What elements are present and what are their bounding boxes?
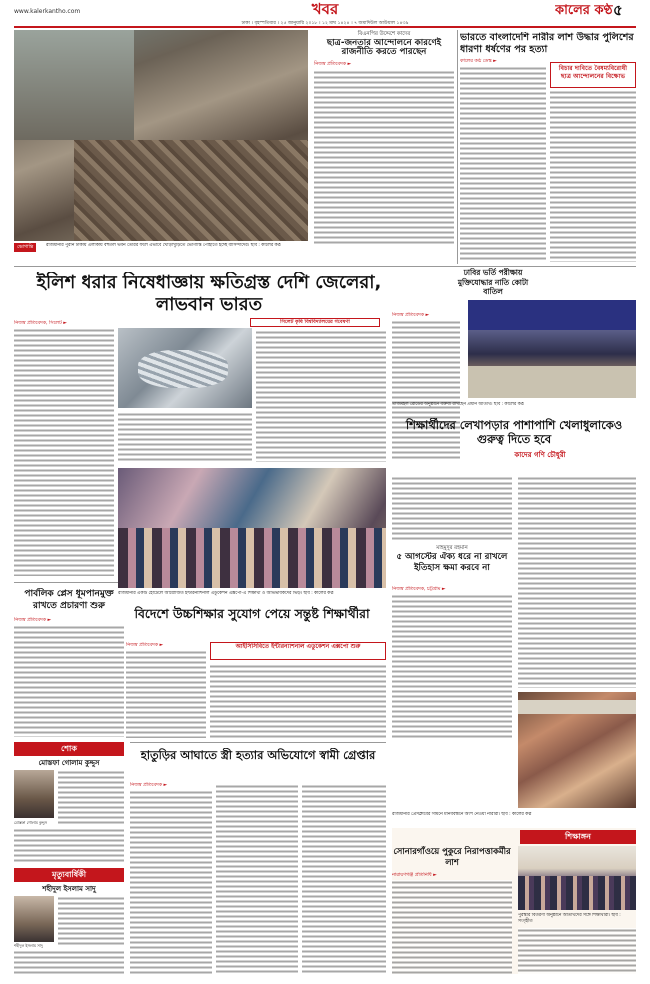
anniversary-photo-caption: শহীদুল ইসলাম সাদু <box>14 943 43 948</box>
shikkhangon-section: শিক্ষাঙ্গন <box>520 830 636 844</box>
hilsa-body-1 <box>14 328 114 576</box>
hilsa-photo <box>118 328 252 408</box>
anniversary-body-2 <box>14 950 124 974</box>
students-body <box>314 70 454 246</box>
rally-caption: রাজধানীর প্রেসক্লাবের সামনে মানববন্ধনে অংশ নেওয়া নারীরা। ছবি : কালের কণ্ঠ <box>392 812 532 817</box>
teachers-body-2 <box>518 476 636 688</box>
shikkhangon-body <box>518 928 636 974</box>
website-url[interactable]: www.kalerkantho.com <box>14 8 81 15</box>
abroad-tag-text: আইসিসিবিতে ইন্টারন্যাশনাল এডুকেশন এক্সপো শুরু <box>235 643 361 650</box>
abroad-byline: নিজস্ব প্রতিবেদক ► <box>126 643 164 648</box>
august-headline: ৫ আগস্টের ঐক্য ধরে না রাখলে ইতিহাস ক্ষমা করবে না <box>396 552 508 573</box>
obit-body-2 <box>14 828 124 864</box>
abroad-crowd <box>118 528 386 588</box>
teachers-subhead: কাদের গণি চৌধুরী <box>514 451 566 459</box>
teachers-photo-caption: তাজমহল রোডের অনুষ্ঠানে বক্তব্য রাখছেন প্রধান অতিথি। ছবি : কালের কণ্ঠ <box>392 402 524 407</box>
press-body <box>14 625 124 737</box>
obit-name: মোস্তফা গোলাম কুদ্দুস <box>38 759 100 767</box>
obit-photo <box>14 770 54 818</box>
rally-photo <box>518 692 636 808</box>
abroad-tag <box>210 642 386 660</box>
august-byline: নিজস্ব প্রতিবেদক, চট্টগ্রাম ► <box>392 587 446 592</box>
masthead <box>0 0 650 26</box>
hilsa-byline: নিজস্ব প্রতিবেদক, সিলেট ► <box>14 321 67 326</box>
anniversary-name: শহীদুল ইসলাম সাদু <box>42 885 96 893</box>
hammer-body-3 <box>302 784 386 974</box>
students-headline: ছাত্র-জনতার আন্দোলনে কারণেই রাজনীতি করতে পারছেন <box>326 38 442 58</box>
press-byline: নিজস্ব প্রতিবেদক ► <box>14 618 52 623</box>
abroad-headline: বিদেশে উচ্চশিক্ষার সুযোগ পেয়ে সন্তুষ্ট শিক্ষার্থীরা <box>134 606 370 621</box>
press-rule <box>14 582 124 583</box>
sonargaon-headline: সোনারগাঁওয়ে পুকুরে নিরাপত্তাকর্মীর লাশ <box>393 846 511 867</box>
sonargaon-byline: নারায়ণগঞ্জ প্রতিনিধি ► <box>392 873 437 878</box>
august-body <box>392 594 512 738</box>
hilsa-fish <box>138 350 228 388</box>
hilsa-body-3 <box>256 330 386 462</box>
hammer-body-1 <box>130 790 212 974</box>
india-byline: কালের কণ্ঠ ডেস্ক ► <box>460 59 497 64</box>
teachers-banner <box>468 300 636 330</box>
page-number: ৫ <box>613 1 623 19</box>
dateline: ঢাকা । বৃহস্পতিবার । ২৫ জানুয়ারি ২০১৮ । ১২ মাঘ ১৪২৪ । ৭ জমাদিউল আউয়াল ১৪৩৯ <box>241 21 409 26</box>
top-photo <box>14 30 308 241</box>
anniversary-body-1 <box>58 896 124 946</box>
abroad-body-2 <box>210 664 386 738</box>
teachers-body-1 <box>392 476 512 540</box>
dhabi-byline: নিজস্ব প্রতিবেদক ► <box>392 313 430 318</box>
abroad-photo <box>118 468 386 588</box>
obit-photo-caption: মোস্তফা গোলাম কুদ্দুস <box>14 820 47 825</box>
hammer-body-2 <box>216 784 298 974</box>
hilsa-body-2 <box>118 412 252 462</box>
hammer-byline: নিজস্ব প্রতিবেদক ► <box>130 783 168 788</box>
sonargaon-body <box>392 880 512 974</box>
paper-name: কালের কণ্ঠ <box>555 3 613 18</box>
masthead-rule <box>14 26 636 28</box>
abroad-body-1 <box>126 650 206 738</box>
photo-building <box>14 30 134 140</box>
section-title: খবর <box>311 0 339 18</box>
shikkhangon-caption: পুরস্কার বিতরণী অনুষ্ঠানে অতিথিদের সঙ্গে শিক্ষার্থীরা। ছবি : সংগৃহীত <box>518 913 621 924</box>
hilsa-headline: ইলিশ ধরার নিষেধাজ্ঞায় ক্ষতিগ্রস্ত দেশি জেলেরা, লাভবান ভারত <box>36 272 382 315</box>
hilsa-tag <box>250 318 380 327</box>
bicher-headline: বিচার দাবিতে বৈষম্যবিরোধী ছাত্র আন্দোলনের বিক্ষোভ <box>558 65 628 80</box>
teachers-headline: শিক্ষার্থীদের লেখাপড়ার পাশাপাশি খেলাধুলাকেও গুরুত্ব দিতে হবে <box>405 418 623 447</box>
shikkhangon-photo <box>518 846 636 910</box>
rally-banner <box>518 700 636 714</box>
bicher-body <box>550 90 636 262</box>
dhabi-headline: ঢাবির ভর্তি পরীক্ষায় মুক্তিযোদ্ধার নাতি কোটা বাতিল <box>457 268 529 297</box>
bicher-box <box>550 62 636 88</box>
hilsa-rule <box>14 266 636 267</box>
photo-tag: ভোগান্তি <box>14 243 36 252</box>
teachers-photo <box>468 300 636 398</box>
hammer-rule <box>130 742 386 743</box>
students-kicker: বিএনপির উদ্দেশে কাদের <box>357 31 411 37</box>
india-body-left <box>460 66 546 262</box>
hilsa-tag-text: সিলেট কৃষি বিশ্ববিদ্যালয়ের গবেষণা <box>280 319 350 325</box>
august-kicker: মাহমুদুর রহমান <box>436 545 468 551</box>
top-photo-caption: রাজধানীর পুরান ঢাকায় এলাকায় বহুতল ভবন তৈরির ফলে এভাবে খোঁড়াখুঁড়িতে ভোগান্তি পোহাতে হচ্ছে বাসিন্দাদের। ছবি : কালের কণ্ঠ <box>46 243 281 248</box>
teachers-table <box>468 366 636 398</box>
press-headline: পার্বলিক প্লেস ধূমপানমুক্ত রাখতে প্রচারণা শুরু <box>24 589 114 611</box>
obit-body-1 <box>58 770 124 826</box>
students-byline: নিজস্ব প্রতিবেদক ► <box>314 61 352 67</box>
photo-rubble <box>74 140 308 241</box>
anniversary-photo <box>14 896 54 942</box>
obit-section: শোক <box>14 742 124 756</box>
india-headline: ভারতে বাংলাদেশি নারীর লাশ উদ্ধার পুলিশের ধারণা ধর্ষণের পর হত্যা <box>460 32 634 55</box>
hammer-headline: হাতুড়ির আঘাতে স্ত্রী হত্যার অভিযোগে স্বামী গ্রেপ্তার <box>140 748 376 762</box>
anniversary-section: মৃত্যুবার্ষিকী <box>14 868 124 882</box>
abroad-photo-caption: রাজধানীর একটি হোটেলে আয়োজিত ইন্টারন্যাশনাল এডুকেশন এক্সপো-এ শিক্ষার্থী ও অভিভাবকদের ভিড়। ছবি : কালের কণ্ঠ <box>118 591 334 596</box>
shikkhangon-group <box>518 876 636 910</box>
